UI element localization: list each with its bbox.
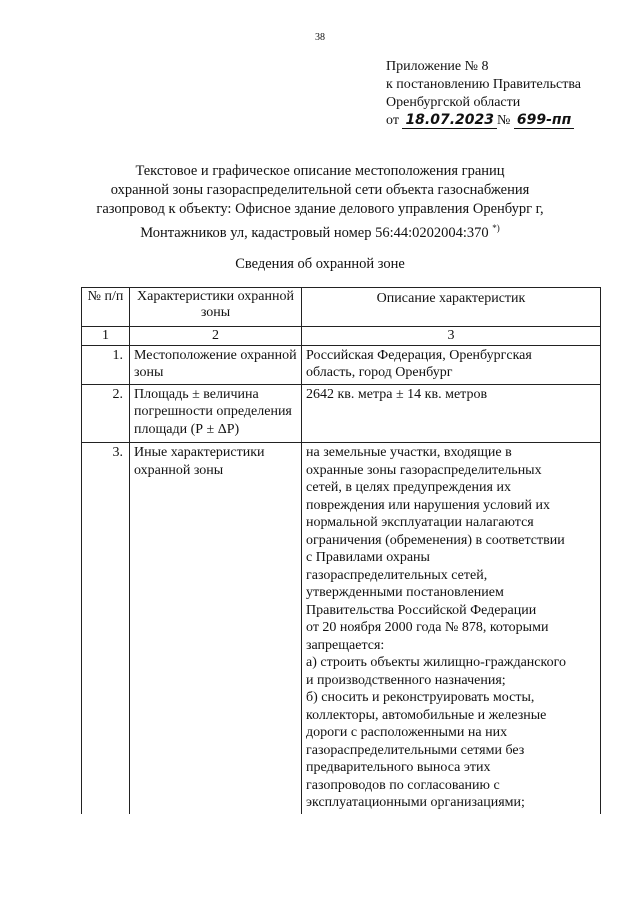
description-line: газораспределительными сетями без xyxy=(306,742,525,758)
description-line: Российская Федерация, Оренбургская xyxy=(306,347,532,363)
table-header-row xyxy=(82,288,601,327)
appendix-block xyxy=(386,58,581,130)
description-line: эксплуатационными организациями; xyxy=(306,795,525,810)
column-number: 2 xyxy=(130,327,302,346)
row-description xyxy=(302,443,601,814)
description-line: с Правилами охраны xyxy=(306,550,430,565)
row-description xyxy=(302,384,601,443)
page-number: 38 xyxy=(315,32,325,43)
document-title xyxy=(60,162,580,243)
description-line: газораспределительных сетей, xyxy=(306,567,488,583)
column-number: 1 xyxy=(82,327,130,346)
table-row xyxy=(82,443,601,814)
row-number: 2. xyxy=(82,384,130,443)
appendix-date: 18.07.2023 xyxy=(402,113,497,129)
description-line: 2642 кв. метра ± 14 кв. метров xyxy=(306,386,488,402)
description-line: газопроводов по согласованию с xyxy=(306,777,500,793)
title-line-text: Монтажников ул, кадастровый номер 56:44:0202004:370 xyxy=(140,224,489,241)
title-line: газопровод к объекту: Офисное здание делового управления Оренбург г, xyxy=(96,201,544,217)
description-line: повреждения или нарушения условий их xyxy=(306,497,550,513)
row-characteristic: Местоположение охранной зоны xyxy=(130,345,302,384)
title-line: охранной зоны газораспределительной сети объекта газоснабжения xyxy=(110,182,530,198)
description-line: область, город Оренбург xyxy=(306,365,453,380)
appendix-resolution: к постановлению Правительства xyxy=(386,77,582,92)
description-line: нормальной эксплуатации налагаются xyxy=(306,515,534,530)
description-line: утвержденными постановлением xyxy=(306,585,504,600)
description-line: на земельные участки, входящие в xyxy=(306,445,512,460)
footnote-mark: *) xyxy=(492,223,500,233)
description-line: а) строить объекты жилищно-гражданского xyxy=(306,655,566,670)
column-number-row xyxy=(82,327,601,346)
description-line: Правительства Российской Федерации xyxy=(306,602,537,618)
description-line: и производственного назначения; xyxy=(306,672,506,688)
appendix-title: Приложение № 8 xyxy=(386,59,489,74)
header-description: Описание характеристик xyxy=(302,288,601,327)
row-description xyxy=(302,345,601,384)
protection-zone-table xyxy=(81,287,601,814)
row-characteristic: Иные характеристики охранной зоны xyxy=(130,443,302,814)
row-number: 1. xyxy=(82,345,130,384)
description-line: сетей, в целях предупреждения их xyxy=(306,480,511,495)
row-characteristic: Площадь ± величина погрешности определения площади (Р ± ΔР) xyxy=(130,384,302,443)
appendix-date-number-line xyxy=(386,112,581,130)
header-num: № п/п xyxy=(82,288,130,327)
description-line: коллекторы, автомобильные и железные xyxy=(306,707,547,723)
table-row xyxy=(82,384,601,443)
description-line: дороги с расположенными на них xyxy=(306,725,508,740)
appendix-number-prefix: № xyxy=(497,113,511,128)
appendix-from-prefix: от xyxy=(386,113,399,128)
title-line xyxy=(60,219,580,243)
title-line: Текстовое и графическое описание местоположения границ xyxy=(135,163,505,179)
description-line: б) сносить и реконструировать мосты, xyxy=(306,690,535,705)
header-characteristic: Характеристики охранной зоны xyxy=(130,288,302,327)
row-number: 3. xyxy=(82,443,130,814)
column-number: 3 xyxy=(302,327,601,346)
appendix-region: Оренбургской области xyxy=(386,95,521,110)
description-line: от 20 ноября 2000 года № 878, которыми xyxy=(306,620,549,635)
section-title: Сведения об охранной зоне xyxy=(235,256,405,272)
table-row xyxy=(82,345,601,384)
description-line: ограничения (обременения) в соответствии xyxy=(306,532,565,548)
description-line: предварительного выноса этих xyxy=(306,760,491,775)
description-line: запрещается: xyxy=(306,637,385,653)
appendix-number: 699-пп xyxy=(514,113,574,129)
description-line: охранные зоны газораспределительных xyxy=(306,462,542,478)
